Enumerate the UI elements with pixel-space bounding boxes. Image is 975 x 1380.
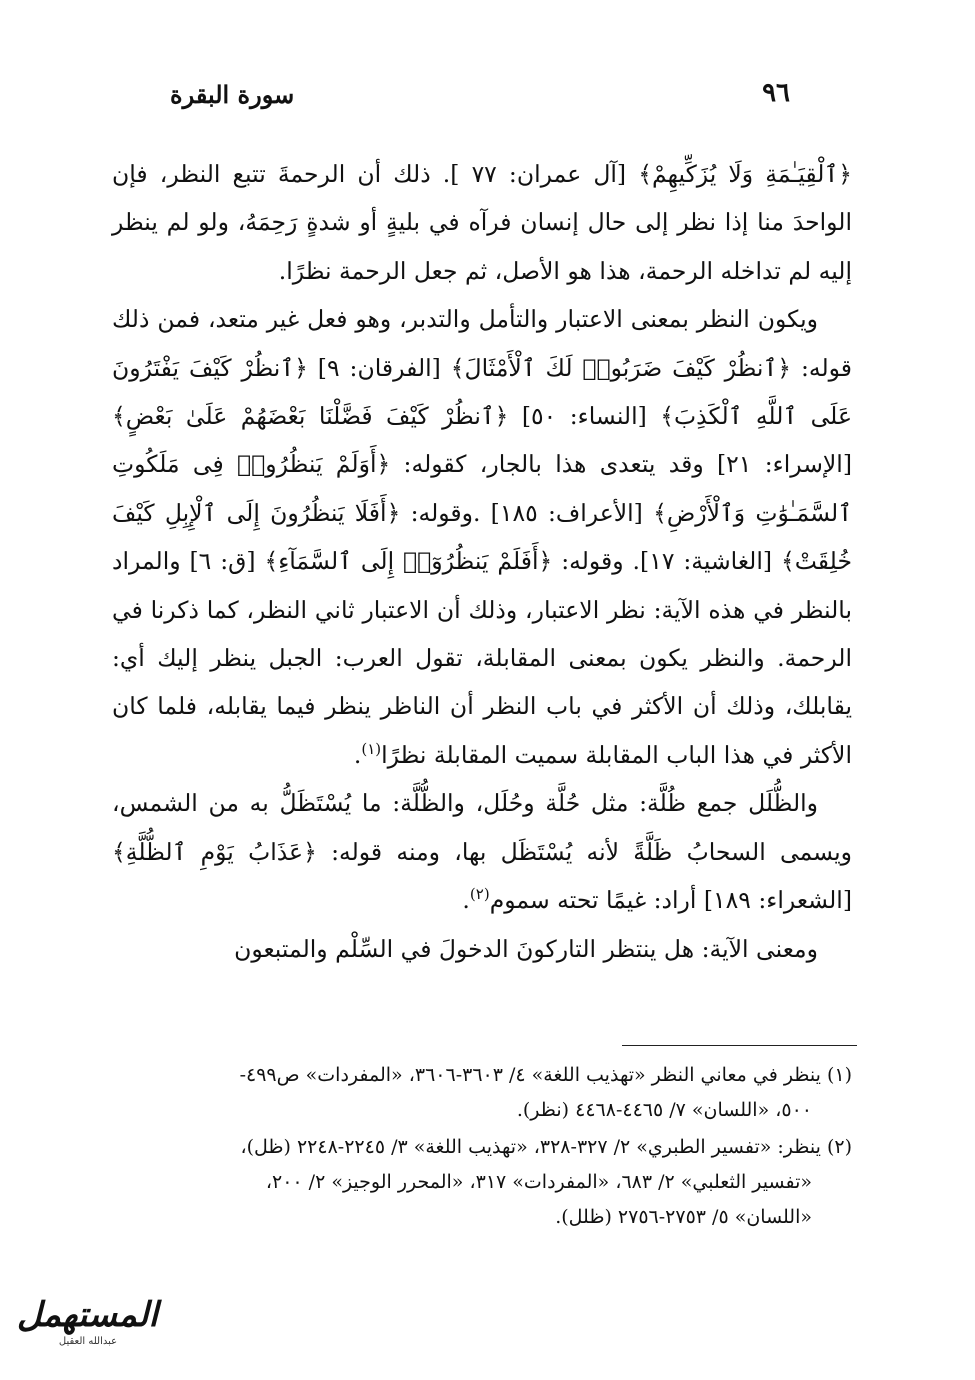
quran-verse: ﴿أَفَلَمْ يَنظُرُوٓا۟ إِلَى ٱلسَّمَآءِ﴾ <box>264 547 553 576</box>
page-header <box>170 78 790 118</box>
paragraph-text: [الشعراء: ١٨٩] أراد: غيمًا تحته سموم <box>489 886 852 915</box>
logo-text: المستهمل <box>16 1295 158 1335</box>
quran-verse: ﴿ٱنظُرْ كَيْفَ ضَرَبُوا۟ لَكَ ٱلْأَمْثَالَ﴾ <box>450 353 792 382</box>
quran-verse: ﴿عَذَابُ يَوْمِ ٱلظُّلَّةِ﴾ <box>112 837 317 866</box>
paragraph-text: والظُّلَل جمع ظُلَّة: مثل حُلَّة وحُلَل، والظُّلَّة: ما يُسْتَظَلُّ به من الشمس، ويسمى السحابُ ظَلَّةً لأنه يُسْتَظَل بها، ومنه قوله: <box>112 789 853 866</box>
paragraph <box>112 925 852 973</box>
paragraph <box>112 150 852 295</box>
paragraph-text: [آل عمران: ٧٧ ]. ذلك أن الرحمةَ تتبع النظر، فإن الواحدَ منا إذا نظر إلى حال إنسان فرآه في بليةٍ أو شدةٍ رَحِمَهُ، ولو لم ينظر إليه لم تداخله الرحمة، هذا هو الأصل، ثم جعل الرحمة نظرًا. <box>112 160 852 285</box>
library-logo <box>18 1295 158 1355</box>
footnote-2-line-2: «تفسير الثعلبي» ٢/ ٦٨٣، «المفردات» ٣١٧، «المحرر الوجيز» ٢/ ٢٠٠، <box>265 1171 812 1193</box>
logo-subtext: عبدالله العقيل <box>58 1336 118 1347</box>
footnotes <box>112 1058 852 1237</box>
paragraph-text: . <box>462 886 470 915</box>
footnote-marker: (٢) <box>469 885 490 904</box>
main-text <box>112 150 852 973</box>
footnote-separator <box>622 1045 857 1046</box>
paragraph-text: [الغاشية: ١٧]. وقوله: <box>552 547 781 576</box>
paragraph-text: ويكون النظر بمعنى الاعتبار والتأمل والتدبر، وهو فعل غير متعد، فمن ذلك قوله: <box>112 305 852 382</box>
paragraph-text: . <box>353 740 362 769</box>
paragraph-text: [ق: ٦] والمراد بالنظر في هذه الآية: نظر الاعتبار، وذلك أن الاعتبار ثاني النظر، كما ذكرنا في الرحمة. والنظر يكون بمعنى المقابلة، تقول العرب: الجبل ينظر إليك أي: يقابلك، وذلك أن الأكثر في باب النظر أن الناظر ينظر فيما يقابله، فلما كان الأكثر في هذا الباب المقابلة سميت المقابلة نظرًا <box>112 547 852 769</box>
page-number: ٩٦ <box>762 78 790 108</box>
quran-verse: ﴿ٱلْقِيَـٰمَةِ وَلَا يُزَكِّيهِمْ﴾ <box>638 160 852 188</box>
paragraph-text: [الفرقان: ٩] <box>307 353 451 382</box>
paragraph-text: [الإسراء: ٢١] وقد يتعدى هذا بالجار، كقوله: <box>390 450 852 479</box>
paragraph-text: ومعنى الآية: هل ينتظر التاركونَ الدخولَ في السِّلْم والمتبعون <box>234 934 818 963</box>
surah-title: سورة البقرة <box>170 80 295 109</box>
paragraph <box>112 779 852 924</box>
quran-verse: ﴿أَفَلَا يَنظُرُونَ إِلَى ٱلْإِبِلِ كَيْفَ خُلِقَتْ﴾ <box>112 498 852 576</box>
paragraph-text: [الأعراف: ١٨٥] .وقوله: <box>400 498 654 527</box>
quran-verse: ﴿أَوَلَمْ يَنظُرُوا۟ فِى مَلَكُوتِ ٱلسَّمَـٰوَٰتِ وَٱلْأَرْضِ﴾ <box>112 450 852 527</box>
quran-verse: ﴿ٱنظُرْ كَيْفَ يَفْتَرُونَ عَلَى ٱللَّهِ ٱلْكَذِبَ﴾ <box>112 353 852 431</box>
footnote-2 <box>112 1130 852 1235</box>
paragraph <box>112 295 852 779</box>
footnote-2-line-1: (٢) ينظر: «تفسير الطبري» ٢/ ٣٢٧-٣٢٨، «تهذيب اللغة» ٣/ ٢٢٤٥-٢٢٤٨ (ظل)، <box>240 1136 852 1158</box>
footnote-1-line-2: ٥٠٠، «اللسان» ٧/ ٤٤٦٥-٤٤٦٨ (نظر). <box>516 1099 812 1121</box>
footnote-marker: (١) <box>361 740 382 759</box>
footnote-2-line-3: «اللسان» ٥/ ٢٧٥٣-٢٧٥٦ (ظلل). <box>555 1206 812 1228</box>
footnote-1-line-1: (١) ينظر في معاني النظر «تهذيب اللغة» ٤/ ٣٦٠٣-٣٦٠٦، «المفردات» ص٤٩٩- <box>239 1064 852 1086</box>
paragraph-text: [النساء: ٥٠] <box>508 402 661 431</box>
quran-verse: ﴿ٱنظُرْ كَيْفَ فَضَّلْنَا بَعْضَهُمْ عَلَىٰ بَعْضٍ﴾ <box>112 402 509 431</box>
footnote-1 <box>112 1058 852 1128</box>
